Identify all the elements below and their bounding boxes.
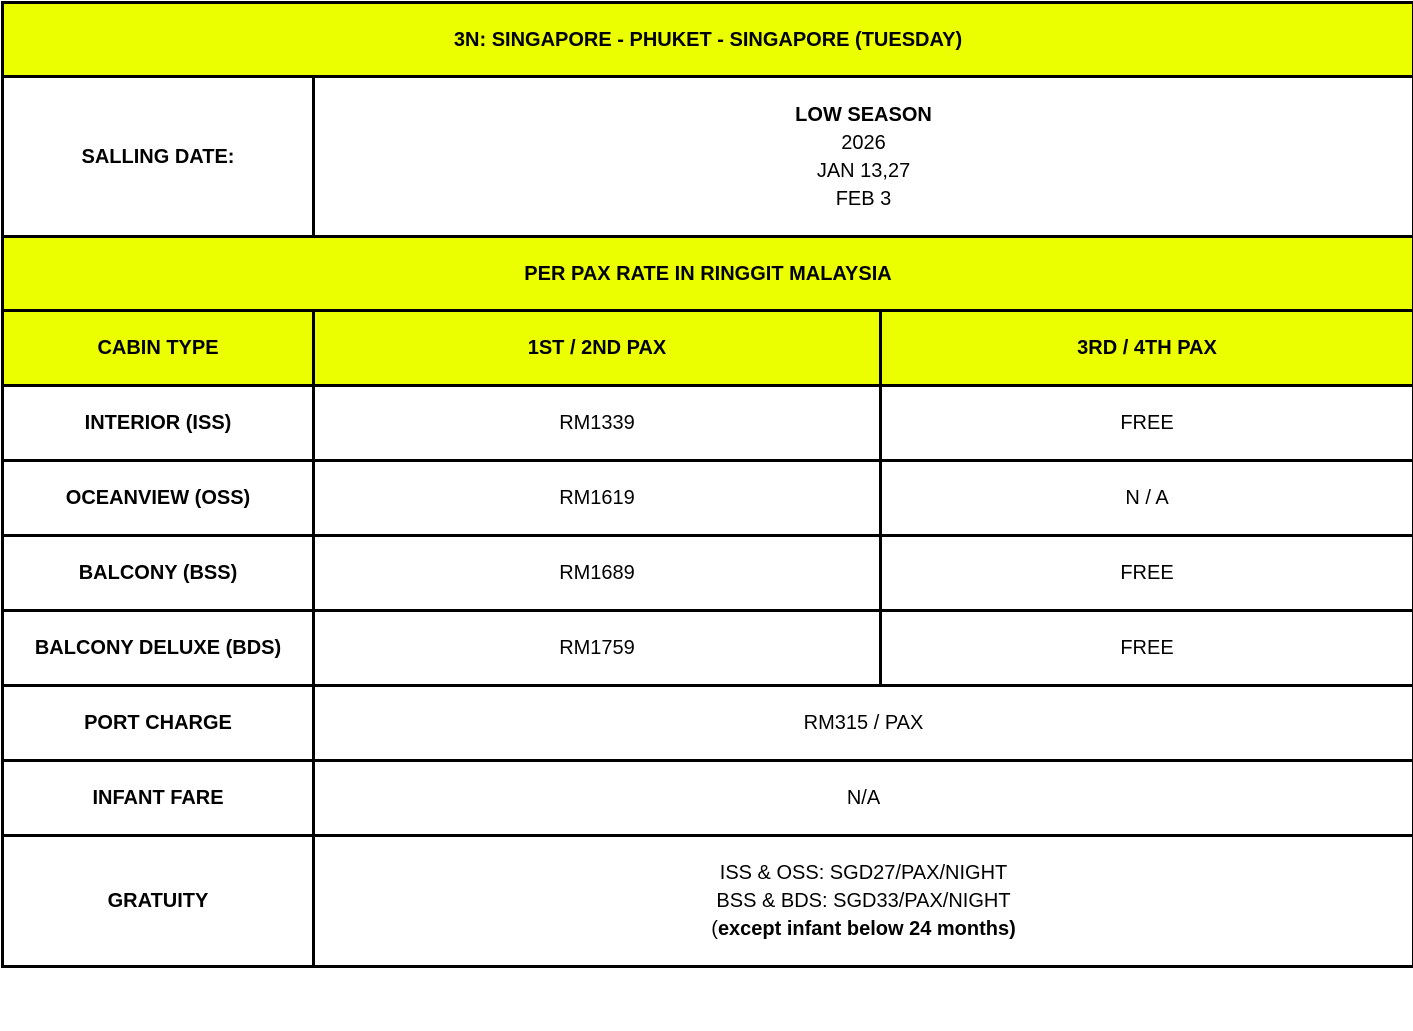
sailing-date-feb: FEB 3	[321, 185, 1406, 213]
infant-fare-value: N/A	[314, 761, 1413, 836]
infant-fare-row	[3, 761, 1413, 836]
column-header-pax-3-4: 3RD / 4TH PAX	[881, 311, 1413, 386]
column-header-pax-1-2: 1ST / 2ND PAX	[314, 311, 881, 386]
sailing-date-details	[314, 77, 1413, 237]
sailing-date-row	[3, 77, 1413, 237]
cabin-rate-pax-3-4: FREE	[881, 536, 1413, 611]
cruise-title: 3N: SINGAPORE - PHUKET - SINGAPORE (TUESDAY)	[3, 3, 1413, 77]
title-row	[3, 3, 1413, 77]
cabin-rate-pax-1-2: RM1619	[314, 461, 881, 536]
port-charge-value: RM315 / PAX	[314, 686, 1413, 761]
gratuity-line-iss-oss: ISS & OSS: SGD27/PAX/NIGHT	[321, 859, 1406, 887]
column-header-row	[3, 311, 1413, 386]
gratuity-label: GRATUITY	[3, 836, 314, 967]
table-row	[3, 611, 1413, 686]
cabin-rate-pax-3-4: FREE	[881, 611, 1413, 686]
column-header-cabin-type: CABIN TYPE	[3, 311, 314, 386]
table-row	[3, 461, 1413, 536]
cabin-rate-pax-1-2: RM1759	[314, 611, 881, 686]
table-row	[3, 536, 1413, 611]
sailing-year: 2026	[321, 129, 1406, 157]
gratuity-note	[321, 915, 1406, 943]
cabin-rate-pax-3-4: FREE	[881, 386, 1413, 461]
gratuity-row	[3, 836, 1413, 967]
rate-header-row	[3, 237, 1413, 311]
season-label: LOW SEASON	[321, 101, 1406, 129]
cabin-rate-pax-1-2: RM1339	[314, 386, 881, 461]
sailing-date-label: SALLING DATE:	[3, 77, 314, 237]
cabin-rate-pax-1-2: RM1689	[314, 536, 881, 611]
gratuity-note-text: except infant below 24 months)	[718, 918, 1016, 940]
cabin-name: INTERIOR (ISS)	[3, 386, 314, 461]
port-charge-label: PORT CHARGE	[3, 686, 314, 761]
gratuity-line-bss-bds: BSS & BDS: SGD33/PAX/NIGHT	[321, 887, 1406, 915]
infant-fare-label: INFANT FARE	[3, 761, 314, 836]
rate-header: PER PAX RATE IN RINGGIT MALAYSIA	[3, 237, 1413, 311]
gratuity-details	[314, 836, 1413, 967]
rate-table	[1, 1, 1413, 968]
port-charge-row	[3, 686, 1413, 761]
table-row	[3, 386, 1413, 461]
cabin-name: BALCONY (BSS)	[3, 536, 314, 611]
sailing-date-jan: JAN 13,27	[321, 157, 1406, 185]
cabin-rate-pax-3-4: N / A	[881, 461, 1413, 536]
cabin-name: BALCONY DELUXE (BDS)	[3, 611, 314, 686]
cabin-name: OCEANVIEW (OSS)	[3, 461, 314, 536]
gratuity-note-paren: (	[711, 918, 718, 940]
